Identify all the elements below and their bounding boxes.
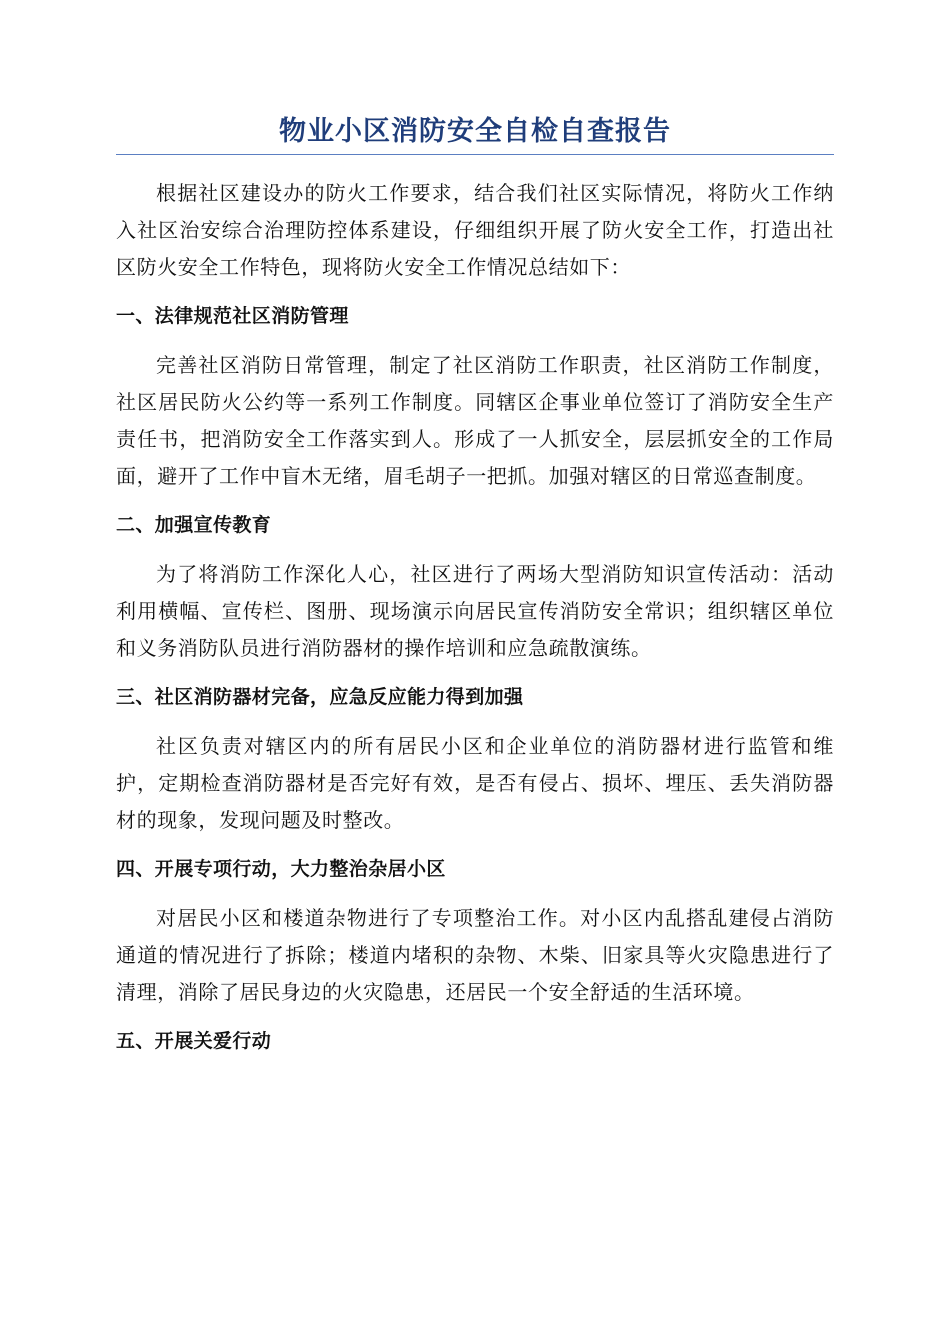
- section-heading-5: 五、开展关爱行动: [116, 1030, 272, 1052]
- section-heading-4: 四、开展专项行动，大力整治杂居小区: [116, 858, 446, 880]
- section-body-4: 对居民小区和楼道杂物进行了专项整治工作。对小区内乱搭乱建侵占消防通道的情况进行了拆除；楼道内堵积的杂物、木柴、旧家具等火灾隐患进行了清理，消除了居民身边的火灾隐患，还居民一个安全舒适的生活环境。: [116, 906, 834, 1004]
- document-page: [116, 112, 834, 1072]
- section-body-3: 社区负责对辖区内的所有居民小区和企业单位的消防器材进行监管和维护，定期检查消防器材是否完好有效，是否有侵占、损坏、埋压、丢失消防器材的现象，发现问题及时整改。: [116, 734, 834, 832]
- document-title: 物业小区消防安全自检自查报告: [279, 116, 671, 147]
- section-heading-1: 一、法律规范社区消防管理: [116, 305, 349, 327]
- section-heading-2: 二、加强宣传教育: [116, 514, 272, 536]
- intro-paragraph: 根据社区建设办的防火工作要求，结合我们社区实际情况，将防火工作纳入社区治安综合治理防控体系建设，仔细组织开展了防火安全工作，打造出社区防火安全工作特色，现将防火安全工作情况总结如下：: [116, 181, 834, 279]
- section-body-1: 完善社区消防日常管理，制定了社区消防工作职责，社区消防工作制度，社区居民防火公约等一系列工作制度。同辖区企事业单位签订了消防安全生产责任书，把消防安全工作落实到人。形成了一人抓安全，层层抓安全的工作局面，避开了工作中盲木无绪，眉毛胡子一把抓。加强对辖区的日常巡查制度。: [116, 353, 834, 488]
- section-heading-3: 三、社区消防器材完备，应急反应能力得到加强: [116, 686, 524, 708]
- section-body-2: 为了将消防工作深化人心，社区进行了两场大型消防知识宣传活动：活动利用横幅、宣传栏、图册、现场演示向居民宣传消防安全常识；组织辖区单位和义务消防队员进行消防器材的操作培训和应急疏散演练。: [116, 562, 834, 660]
- title-underline: [116, 154, 834, 155]
